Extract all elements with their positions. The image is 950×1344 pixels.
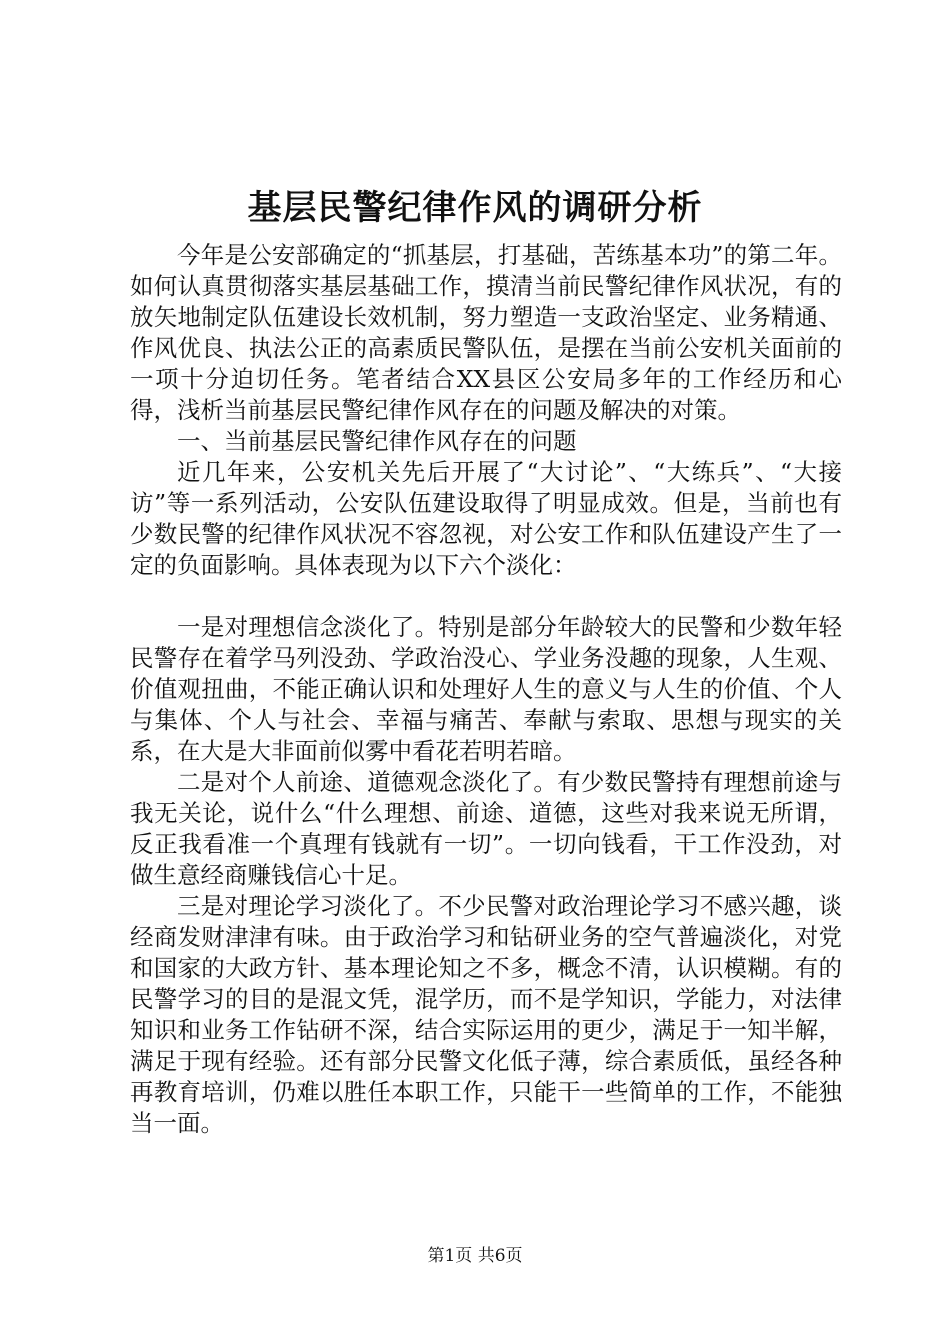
document-title: 基层民警纪律作风的调研分析 [247, 188, 703, 228]
paragraph-point-3: 三是对理论学习淡化了。不少民警对政治理论学习不感兴趣，谈经商发财津津有味。由于政治学习和钻研业务的空气普遍淡化，对党和国家的大政方针、基本理论知之不多，概念不清，认识模糊。有的民警学习的目的是混文凭，混学历，而不是学知识，学能力，对法律知识和业务工作钻研不深，结合实际运用的更少，满足于一知半解，满足于现有经验。还有部分民警文化低子薄，综合素质低，虽经各种再教育培训，仍难以胜任本职工作，只能干一些简单的工作，不能独当一面。 [130, 892, 842, 1137]
section-heading: 一、当前基层民警纪律作风存在的问题 [177, 427, 577, 455]
paragraph-point-1: 一是对理想信念淡化了。特别是部分年龄较大的民警和少数年轻民警存在着学马列没劲、学政治没心、学业务没趣的现象，人生观、价值观扭曲，不能正确认识和处理好人生的意义与人生的价值、个人与集体、个人与社会、幸福与痛苦、奉献与索取、思想与现实的关系，在大是大非面前似雾中看花若明若暗。 [130, 613, 842, 765]
paragraph-overview: 近几年来，公安机关先后开展了“大讨论”、“大练兵”、“大接访”等一系列活动，公安队伍建设取得了明显成效。但是，当前也有少数民警的纪律作风状况不容忽视，对公安工作和队伍建设产生了一定的负面影响。具体表现为以下六个淡化： [130, 458, 842, 579]
paragraph-intro: 今年是公安部确定的“抓基层，打基础，苦练基本功”的第二年。如何认真贯彻落实基层基础工作，摸清当前民警纪律作风状况，有的放矢地制定队伍建设长效机制，努力塑造一支政治坚定、业务精通、作风优良、执法公正的高素质民警队伍，是摆在当前公安机关面前的一项十分迫切任务。笔者结合XX县区公安局多年的工作经历和心得，浅析当前基层民警纪律作风存在的问题及解决的对策。 [130, 241, 842, 424]
page-number-footer: 第1页 共6页 [427, 1246, 523, 1266]
document-body [130, 240, 842, 1139]
paragraph-point-2: 二是对个人前途、道德观念淡化了。有少数民警持有理想前途与我无关论，说什么“什么理想、前途、道德，这些对我来说无所谓，反正我看准一个真理有钱就有一切”。一切向钱看，干工作没劲，对做生意经商赚钱信心十足。 [130, 768, 842, 889]
